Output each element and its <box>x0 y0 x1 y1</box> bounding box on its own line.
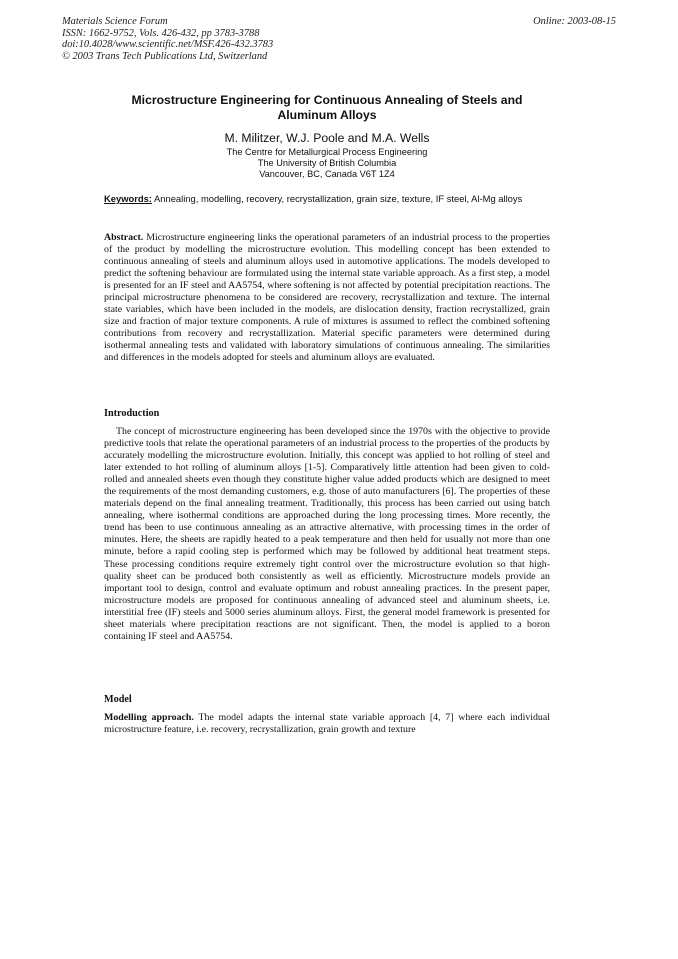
paper-title: Microstructure Engineering for Continuous Annealing of Steels and Aluminum Alloys <box>131 93 523 122</box>
doi-line: doi:10.4028/www.scientific.net/MSF.426-432.3783 <box>62 39 274 51</box>
keywords-text: Annealing, modelling, recovery, recrystallization, grain size, texture, IF steel, Al-Mg alloys <box>154 193 523 204</box>
abstract-label: Abstract. <box>104 232 144 243</box>
affiliation-line: Vancouver, BC, Canada V6T 1Z4 <box>259 169 395 180</box>
issn-line: ISSN: 1662-9752, Vols. 426-432, pp 3783-3788 <box>62 27 260 39</box>
abstract-text: Microstructure engineering links the operational parameters of an industrial process to the properties of the product by modelling the microstructure evolution. This modelling concept has been extended to continuous annealing of steels and aluminum alloys used in automotive applications. The models developed to predict the softening behaviour are formulated using the internal state variable approach. As a first step, a model is presented for an IF steel and AA5754, where softening is not affected by potential precipitation reactions. The principal microstructure phenomena to be considered are recovery, recrystallization and texture. The internal state variables, which have been included in the models, are dislocation density, fraction recrystallized, grain size and fraction of major texture components. A rule of mixtures is assumed to reflect the combined softening contributions from recovery and recrystallization. Material specific parameters were determined during isothermal annealing tests and validated with laboratory simulations of continuous annealing. The similarities and differences in the models adopted for steels and aluminum alloys are evaluated. <box>104 232 550 364</box>
abstract <box>104 232 550 365</box>
modelling-approach-label: Modelling approach. <box>104 712 194 723</box>
model-text: The model adapts the internal state variable approach [4, 7] where each individual microstructure feature, i.e. recovery, recrystallization, grain growth and texture <box>104 712 550 736</box>
affiliation-line: The University of British Columbia <box>257 158 397 169</box>
copyright-line: © 2003 Trans Tech Publications Ltd, Switzerland <box>62 50 268 62</box>
journal-header <box>62 16 273 62</box>
introduction-heading: Introduction <box>104 408 160 419</box>
introduction-text: The concept of microstructure engineering has been developed since the 1970s with the objective to provide predictive tools that relate the operational parameters of an industrial process to the properties of the products by accurately modelling the microstructure evolution. Initially, this concept was applied to hot rolling of steel and later extended to hot rolling of aluminum alloys [1-5]. Comparatively little attention had been given to cold-rolled and annealed sheets even though they constitute higher value added products which are designed to meet the requirements of the most demanding customers, e.g. those of auto manufacturers [6]. The properties of these materials depend on the final annealing treatment. Traditionally, this process has been carried out using batch annealing, where isothermal conditions are approached during the long processing times. More recently, the trend has been to use continuous annealing as an attractive alternative, with processing times in the order of minutes. Here, the sheets are rapidly heated to a peak temperature and then held for usually not more than one minute, before a rapid cooling step is performed which may be followed by additional heat treatment steps. These processing conditions require extremely tight control over the microstructure evolution so that high-quality sheet can be produced both consistently as well as efficiently. Microstructure models provide an important tool to design, control and evaluate optimum and robust annealing practices. In the present paper, microstructure models are proposed for continuous annealing of advanced steel and aluminum sheets, i.e. interstitial free (IF) steels and 5000 series aluminum alloys. First, the general model framework is presented for sheet materials where precipitation reactions are not significant. Then, the model is applied to a boron containing IF steel and AA5754. <box>104 426 550 642</box>
keywords <box>104 193 550 204</box>
model-heading: Model <box>104 694 132 705</box>
affiliation <box>104 147 550 181</box>
model-section <box>104 712 550 736</box>
online-date: Online: 2003-08-15 <box>533 16 616 27</box>
journal-name: Materials Science Forum <box>62 16 168 27</box>
keywords-label: Keywords: <box>104 193 152 204</box>
affiliation-line: The Centre for Metallurgical Process Engineering <box>226 147 428 157</box>
paper-authors: M. Militzer, W.J. Poole and M.A. Wells <box>224 131 430 145</box>
